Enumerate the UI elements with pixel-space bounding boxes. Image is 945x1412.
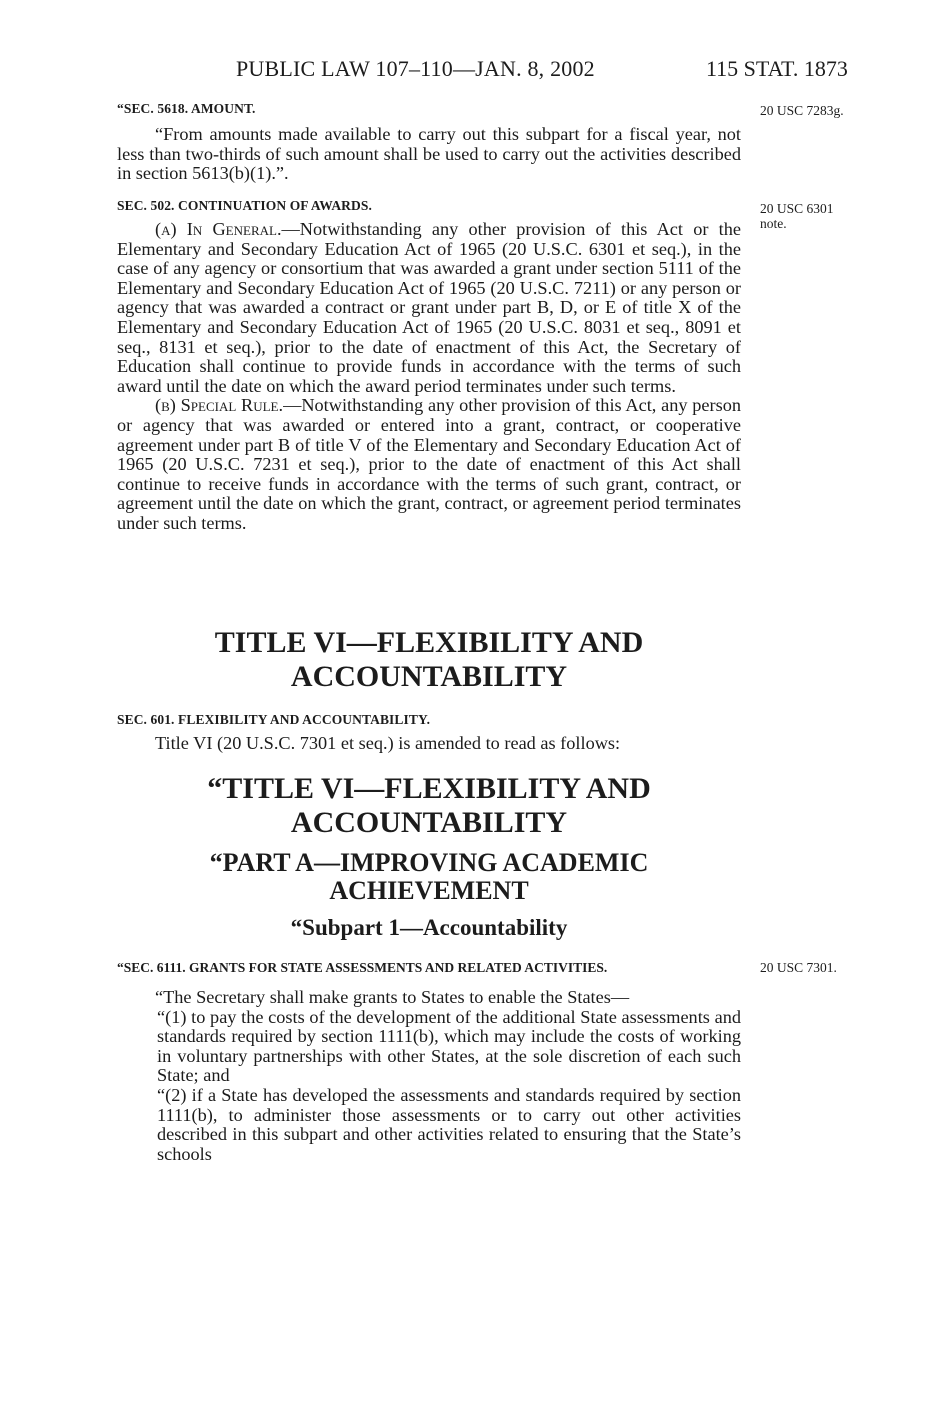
paragraph-1-text: “(1) to pay the costs of the development of the additional State assessments and standards required by section 1111(b), which may include the costs of working in voluntary partnerships with other States, at the sole discretion of each such State; and <box>157 1006 741 1086</box>
section-heading: “SEC. 6111. GRANTS FOR STATE ASSESSMENTS AND RELATED ACTIVITIES. <box>117 960 608 975</box>
subpart-1-heading: “Subpart 1—Accountability <box>290 915 568 940</box>
section-heading: “SEC. 5618. AMOUNT. <box>117 101 256 116</box>
page-header-stat: 115 STAT. 1873 <box>706 56 848 81</box>
margin-note-line: note. <box>760 216 787 231</box>
section-intro: “The Secretary shall make grants to States to enable the States— <box>155 987 630 1007</box>
quoted-title-vi-heading <box>117 772 741 840</box>
title-vi-heading <box>117 626 741 694</box>
title-line: “PART A—IMPROVING ACADEMIC <box>209 848 649 877</box>
subsection-a-text: —Notwithstanding any other provision of this Act or the Elementary and Secondary Education Act of 1965 (20 U.S.C. 6301 et seq.), in the case of any agency or consortium that was awarded a grant under section 5111 of the Elementary and Secondary Education Act of 1965 (20 U.S.C. 7211) or any person or agency that was awarded a contract or grant under part B, D, or E of title X of the Elementary and Secondary Education Act of 1965 (20 U.S.C. 8031 et seq., 8091 et seq., 8131 et seq.), prior to the date of enactment of this Act, the Secretary of Education shall continue to provide funds in accordance with the terms of such award until the date on which the award period terminates under such terms. <box>117 219 741 396</box>
margin-note-usc-6301 <box>760 201 834 231</box>
subsection-b <box>117 396 741 533</box>
section-heading: SEC. 601. FLEXIBILITY AND ACCOUNTABILITY. <box>117 712 431 727</box>
title-line: ACHIEVEMENT <box>329 876 529 905</box>
section-paragraph: Title VI (20 U.S.C. 7301 et seq.) is amended to read as follows: <box>155 733 621 753</box>
margin-note-usc-7283g: 20 USC 7283g. <box>760 103 844 118</box>
title-line: “TITLE VI—FLEXIBILITY AND <box>207 772 651 805</box>
section-paragraph: “From amounts made available to carry out this subpart for a fiscal year, not less than two-thirds of such amount shall be used to carry out the activities described in section 5613(b)(1).”. <box>117 124 741 184</box>
section-heading: SEC. 502. CONTINUATION OF AWARDS. <box>117 198 372 213</box>
title-line: ACCOUNTABILITY <box>290 806 568 839</box>
section-502 <box>117 198 741 534</box>
part-a-heading <box>117 849 741 905</box>
subsection-a <box>117 220 741 396</box>
paragraph-1 <box>117 1008 741 1086</box>
subsection-a-label: (a) In General. <box>155 219 282 239</box>
section-601 <box>117 712 741 754</box>
margin-note-usc-7301: 20 USC 7301. <box>760 960 837 975</box>
page-header-title: PUBLIC LAW 107–110—JAN. 8, 2002 <box>236 56 595 81</box>
title-line: ACCOUNTABILITY <box>290 660 568 693</box>
section-5618 <box>117 101 741 184</box>
subsection-b-text: —Notwithstanding any other provision of this Act, any person or agency that was awarded or entered into a grant, contract, or cooperative agreement under part B of title V of the Elementary and Secondary Education Act of 1965 (20 U.S.C. 7231 et seq.), prior to the date of enactment of this Act shall continue to receive funds in accordance with the terms of such grant, contract, or agreement until the date on which the grant, contract, or agreement period terminates under such terms. <box>117 395 741 533</box>
section-6111 <box>117 959 741 1164</box>
subsection-b-label: (b) Special Rule. <box>155 395 284 416</box>
paragraph-2-text: “(2) if a State has developed the assessments and standards required by section 1111(b), to administer those assessments or to carry out other activities described in this subpart and other activities related to ensuring that the State’s schools <box>157 1084 741 1164</box>
margin-note-line: 20 USC 6301 <box>760 201 834 216</box>
paragraph-2 <box>117 1086 741 1164</box>
title-line: TITLE VI—FLEXIBILITY AND <box>214 626 644 659</box>
